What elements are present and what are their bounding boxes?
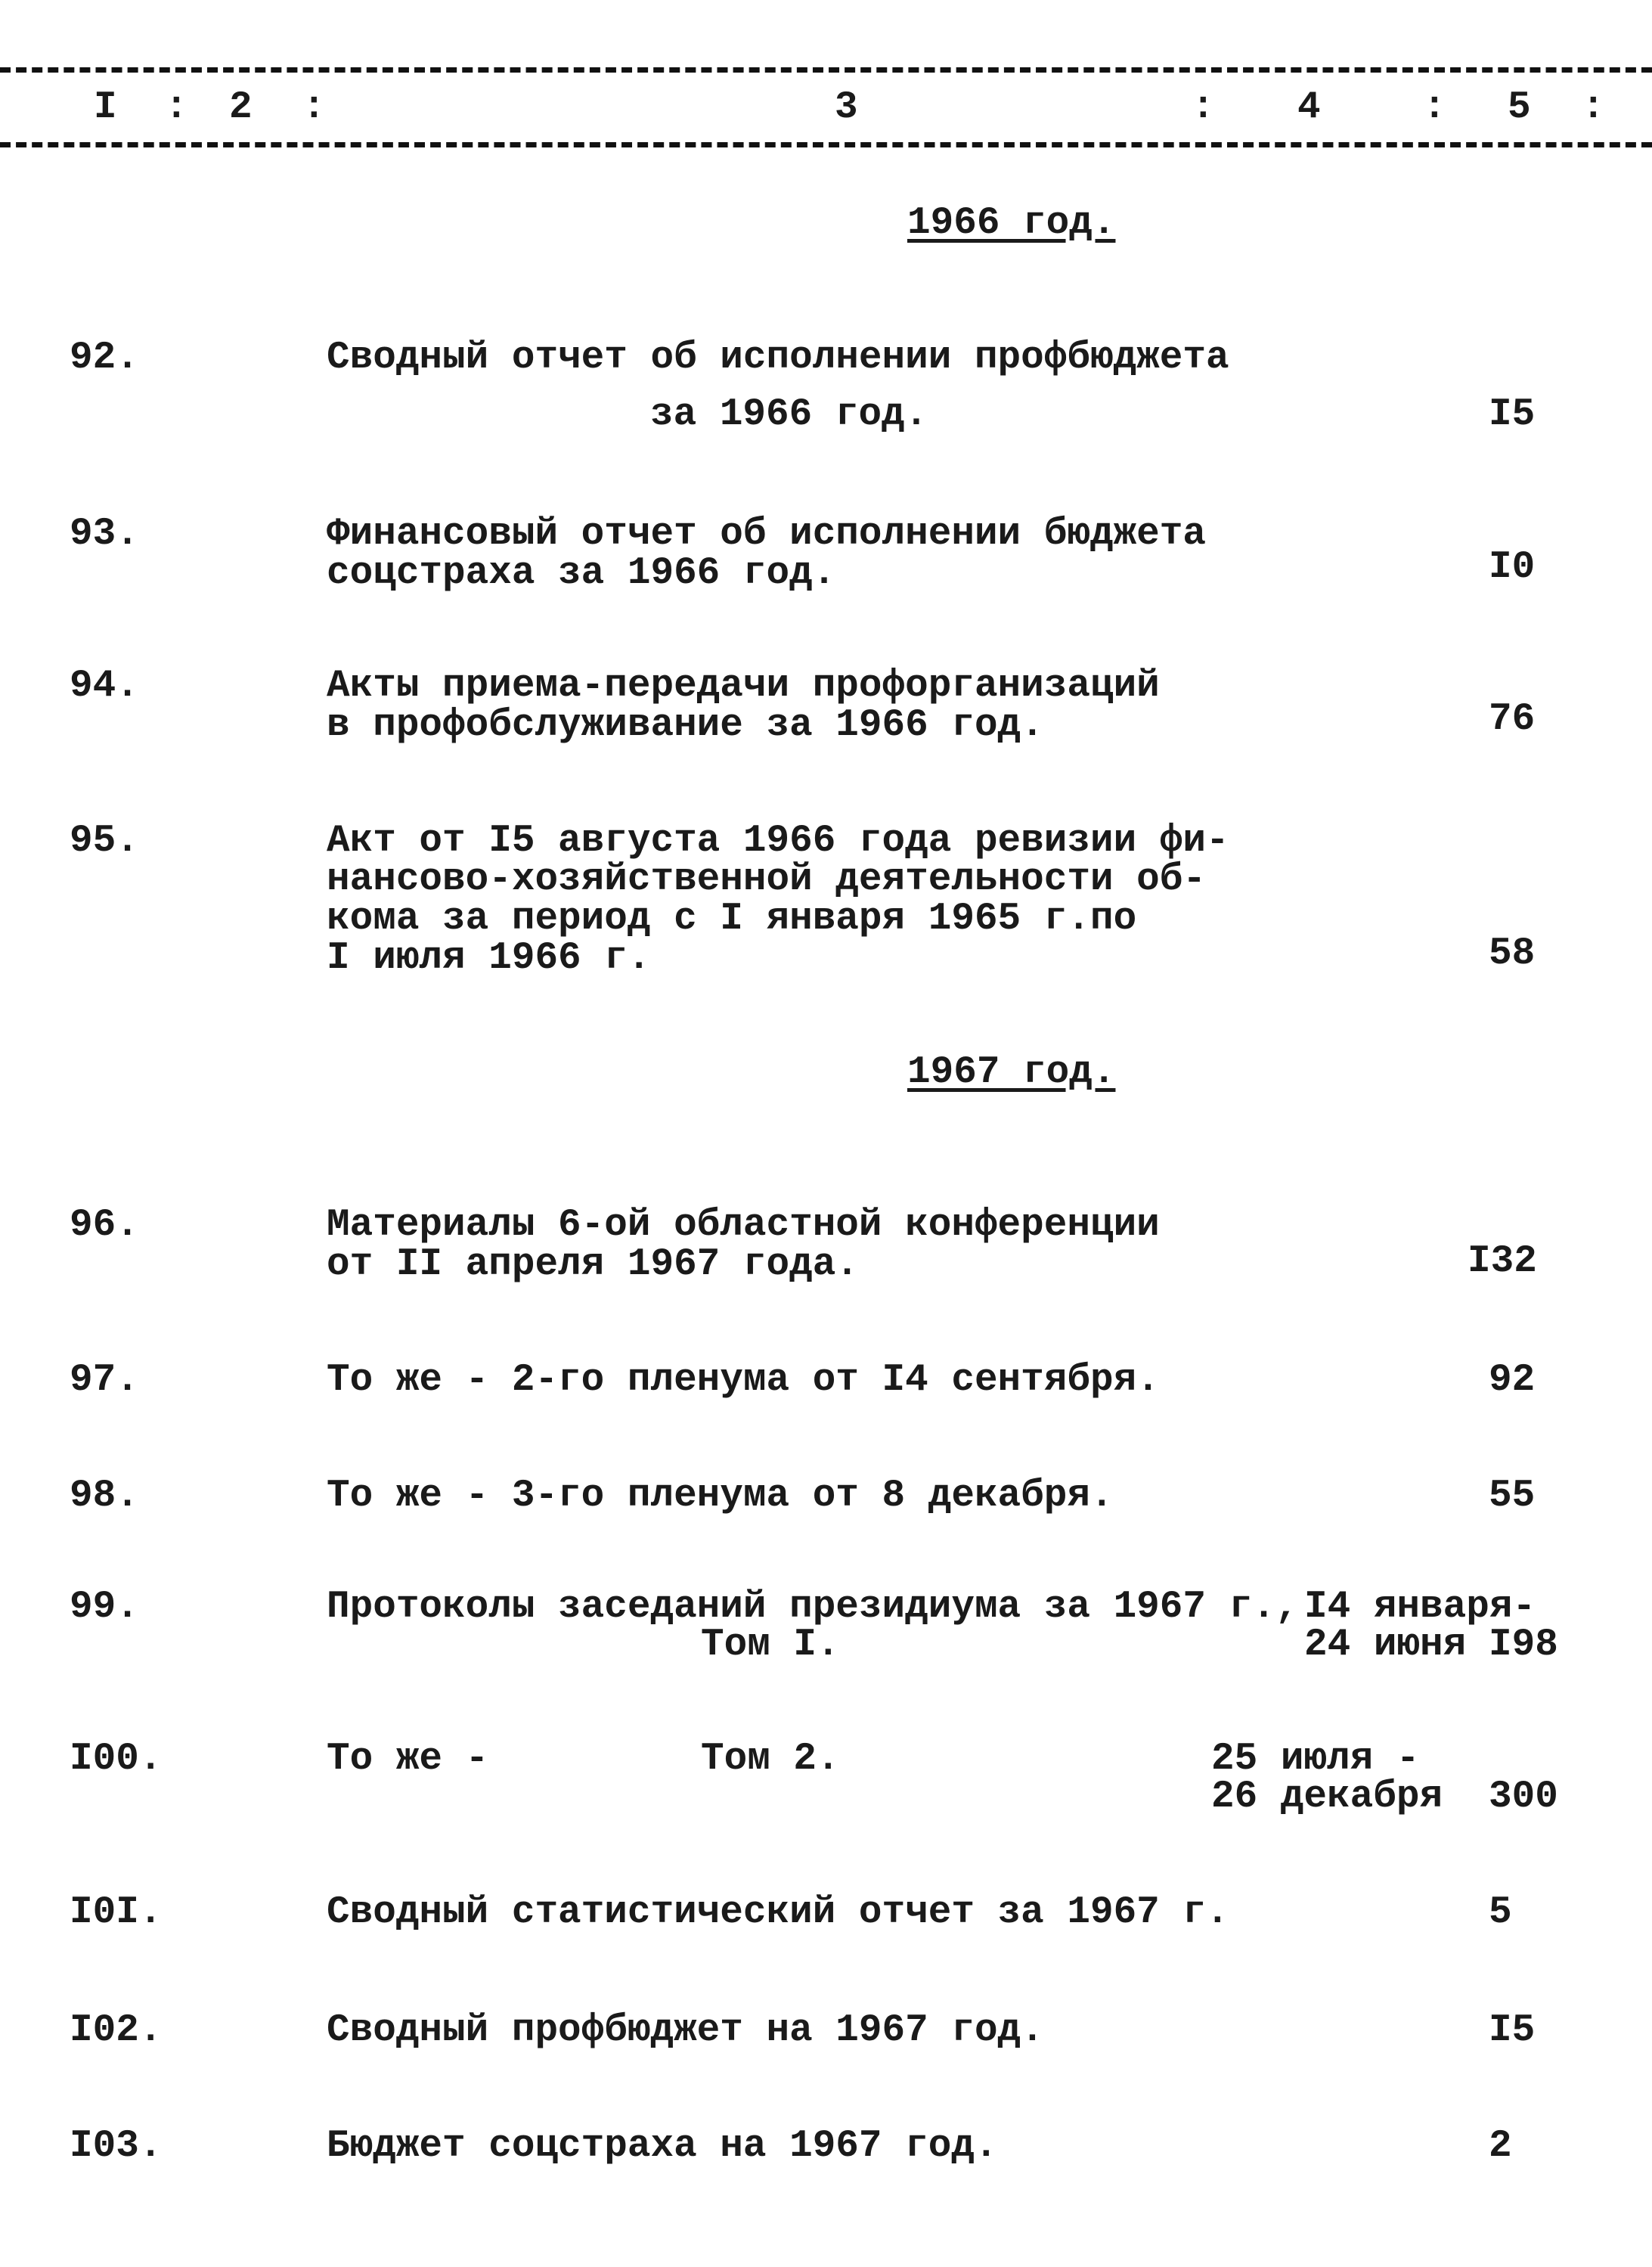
- col-1-header: I: [94, 86, 117, 129]
- item-sheets: I0: [1489, 546, 1536, 589]
- item-sheets: 58: [1489, 932, 1536, 975]
- item-sheets: I5: [1489, 2009, 1536, 2052]
- section-title-1967: 1967 год.: [907, 1051, 1116, 1094]
- item-title-line: соцстраха за 1966 год.: [327, 552, 836, 595]
- item-title-line: в профобслуживание за 1966 год.: [327, 704, 1044, 747]
- item-sheets: 5: [1489, 1891, 1512, 1934]
- item-sheets: 55: [1489, 1475, 1536, 1518]
- item-title-line: от II апреля 1967 года.: [327, 1243, 859, 1286]
- item-title-line: нансово-хозяйственной деятельности об-: [327, 858, 1206, 901]
- item-title-line: То же - 3-го пленума от 8 декабря.: [327, 1475, 1114, 1518]
- item-number: 98.: [70, 1475, 139, 1518]
- item-number: 97.: [70, 1359, 139, 1402]
- item-sheets: I98: [1489, 1623, 1558, 1667]
- item-title-line: Финансовый отчет об исполнении бюджета: [327, 513, 1206, 556]
- item-title-line: Сводный статистический отчет за 1967 г.: [327, 1891, 1229, 1934]
- item-sheets: 2: [1489, 2125, 1512, 2168]
- item-number: 95.: [70, 820, 139, 863]
- item-number: 99.: [70, 1586, 139, 1629]
- item-sheets: 76: [1489, 698, 1536, 741]
- item-number: 92.: [70, 336, 139, 380]
- item-dates: I4 января-: [1304, 1586, 1536, 1629]
- item-title-line: Бюджет соцстраха на 1967 год.: [327, 2125, 998, 2168]
- col-sep: :: [1423, 86, 1446, 129]
- item-title-line: I июля 1966 г.: [327, 937, 651, 980]
- item-number: 93.: [70, 513, 139, 556]
- item-sheets: I32: [1468, 1240, 1537, 1283]
- item-title-line: Акты приема-передачи профорганизаций: [327, 665, 1160, 708]
- item-title-line: То же -: [327, 1738, 489, 1781]
- col-3-header: 3: [835, 86, 858, 129]
- item-title-line: Сводный отчет об исполнении профбюджета: [327, 336, 1229, 380]
- item-title-line: Протоколы заседаний президиума за 1967 г.,: [327, 1586, 1299, 1629]
- item-dates: 24 июня: [1304, 1623, 1467, 1667]
- col-5-header: 5: [1508, 86, 1531, 129]
- item-title-line: Акт от I5 августа 1966 года ревизии фи-: [327, 820, 1229, 863]
- item-title-line: кома за период с I января 1965 г.по: [327, 898, 1137, 941]
- item-title-line: Сводный профбюджет на 1967 год.: [327, 2009, 1044, 2052]
- item-sheets: 92: [1489, 1359, 1536, 1402]
- item-number: I00.: [70, 1738, 163, 1781]
- item-title-line: Том I.: [701, 1623, 840, 1667]
- item-number: 94.: [70, 665, 139, 708]
- item-sheets: I5: [1489, 393, 1536, 436]
- header-bottom-rule: [0, 142, 1652, 147]
- col-2-header: 2: [229, 86, 253, 129]
- item-title-line: Материалы 6-ой областной конференции: [327, 1204, 1160, 1247]
- section-title-1966: 1966 год.: [907, 202, 1116, 245]
- col-4-header: 4: [1297, 86, 1321, 129]
- col-sep: :: [165, 86, 188, 129]
- item-title-line: То же - 2-го пленума от I4 сентября.: [327, 1359, 1160, 1402]
- item-dates: 26 декабря: [1211, 1775, 1443, 1819]
- item-number: I0I.: [70, 1891, 163, 1934]
- item-title-line: Том 2.: [701, 1738, 840, 1781]
- col-sep: :: [302, 86, 326, 129]
- item-dates: 25 июля -: [1211, 1738, 1420, 1781]
- item-title-line: за 1966 год.: [650, 393, 928, 436]
- col-sep: :: [1582, 86, 1605, 129]
- item-number: I02.: [70, 2009, 163, 2052]
- item-number: I03.: [70, 2125, 163, 2168]
- item-number: 96.: [70, 1204, 139, 1247]
- header-top-rule: [0, 67, 1652, 73]
- col-sep: :: [1192, 86, 1215, 129]
- item-sheets: 300: [1489, 1775, 1558, 1819]
